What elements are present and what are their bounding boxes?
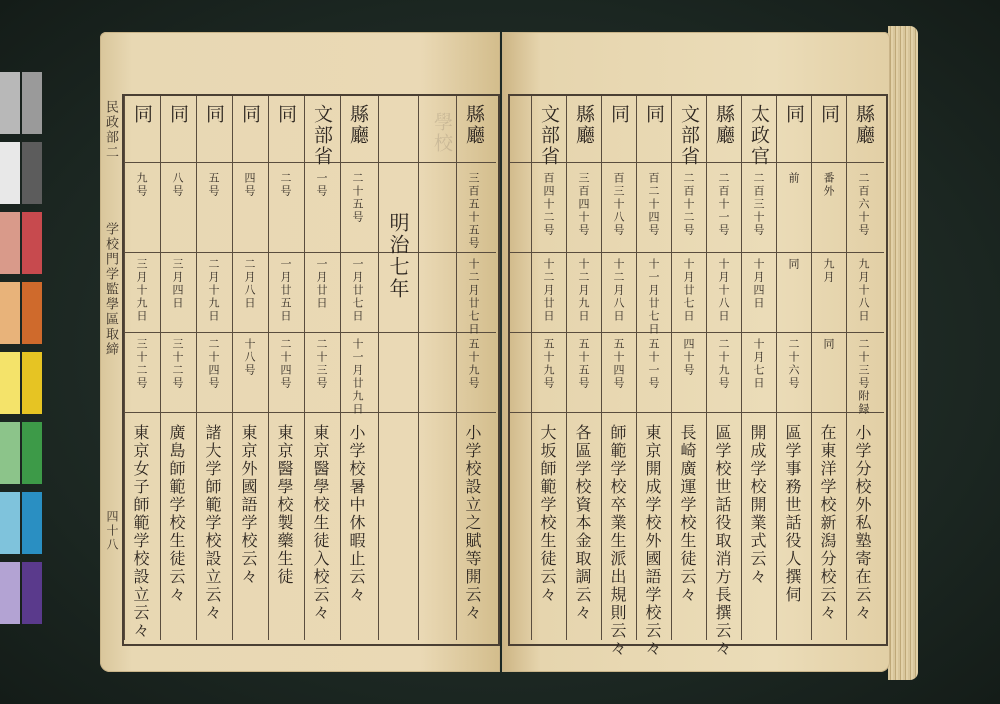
entry-head: 文部省 — [311, 104, 333, 167]
entry-publication: 二十三号附録 — [857, 338, 870, 416]
row-divider — [124, 332, 496, 333]
entry-text: 師範学校卒業生派出規則云々 — [608, 424, 627, 658]
entry-date: 同 — [787, 258, 800, 271]
entry-number: 二十五号 — [351, 172, 364, 224]
entry-date: 一月廿日 — [315, 258, 328, 310]
color-patch — [0, 212, 20, 274]
color-patch — [22, 142, 42, 204]
entry-date: 十二月廿七日 — [467, 258, 480, 336]
entry-date: 十二月八日 — [612, 258, 625, 323]
entry-head: 同 — [239, 104, 261, 125]
entry-publication: 五十一号 — [647, 338, 660, 390]
entry-text: 長崎廣運学校生徒云々 — [678, 424, 697, 604]
entry-date: 三月十九日 — [135, 258, 148, 323]
entry-date: 十二月九日 — [577, 258, 590, 323]
entry-number: 二百十一号 — [717, 172, 730, 237]
entry-text: 諸大学師範学校設立云々 — [203, 424, 222, 622]
entry-date: 十一月廿七日 — [647, 258, 660, 336]
entry-publication: 五十九号 — [542, 338, 555, 390]
entry-head: 縣廳 — [713, 104, 735, 146]
color-patch — [0, 142, 20, 204]
entry-date: 十月十八日 — [717, 258, 730, 323]
color-patch — [22, 422, 42, 484]
entry-number: 二百六十号 — [857, 172, 870, 237]
entry-date: 三月四日 — [171, 258, 184, 310]
entry-text: 東京醫學校生徒入校云々 — [311, 424, 330, 622]
entry-date: 二月八日 — [243, 258, 256, 310]
entry-date: 十月廿七日 — [682, 258, 695, 323]
entry-publication: 五十五号 — [577, 338, 590, 390]
entry-number: 五号 — [207, 172, 220, 198]
entry-text: 東京醫學校製藥生徒 — [275, 424, 294, 586]
entry-publication: 二十九号 — [717, 338, 730, 390]
entry-head: 同 — [643, 104, 665, 125]
entry-number: 番外 — [822, 172, 835, 198]
entry-head: 同 — [275, 104, 297, 125]
right-page — [502, 32, 890, 672]
column-divider — [531, 96, 532, 640]
entry-number: 三百五十五号 — [467, 172, 480, 250]
color-patch — [22, 352, 42, 414]
entry-publication: 五十四号 — [612, 338, 625, 390]
column-divider — [671, 96, 672, 640]
entry-number: 三百四十号 — [577, 172, 590, 237]
entry-head: 縣廳 — [853, 104, 875, 146]
color-patch — [22, 282, 42, 344]
entry-text: 小学校暑中休暇止云々 — [347, 424, 366, 604]
entry-publication: 二十四号 — [279, 338, 292, 390]
entry-head: 同 — [203, 104, 225, 125]
column-divider — [846, 96, 847, 640]
page-number: 四十八 — [105, 510, 119, 552]
era-year: 明治七年 — [386, 212, 410, 300]
color-checker-strip — [0, 72, 44, 638]
entry-head: 文部省 — [538, 104, 560, 167]
entry-number: 前 — [787, 172, 800, 185]
entry-publication: 三十二号 — [171, 338, 184, 390]
entry-text: 在東洋学校新潟分校云々 — [818, 424, 837, 622]
entry-head: 同 — [818, 104, 840, 125]
entry-number: 二百三十号 — [752, 172, 765, 237]
entry-text: 小学校設立之賦等開云々 — [463, 424, 482, 622]
open-book — [100, 22, 920, 686]
color-patch — [0, 352, 20, 414]
color-patch — [0, 282, 20, 344]
color-patch — [0, 492, 20, 554]
entry-text: 東京開成学校外國語学校云々 — [643, 424, 662, 658]
color-patch — [22, 72, 42, 134]
margin-title: 民政部二 — [103, 100, 118, 160]
entry-head: 縣廳 — [347, 104, 369, 146]
entry-date: 一月廿五日 — [279, 258, 292, 323]
column-divider — [566, 96, 567, 640]
column-divider — [232, 96, 233, 640]
entry-date: 一月廿七日 — [351, 258, 364, 323]
column-divider — [776, 96, 777, 640]
entry-publication: 二十三号 — [315, 338, 328, 390]
entry-publication: 同 — [822, 338, 835, 351]
column-divider — [418, 96, 419, 640]
entry-number: 百四十二号 — [542, 172, 555, 237]
entry-publication: 十一月廿九日 — [351, 338, 364, 416]
entry-head: 同 — [167, 104, 189, 125]
color-patch — [22, 492, 42, 554]
entry-number: 九号 — [135, 172, 148, 198]
entry-date: 九月 — [822, 258, 835, 284]
color-patch — [0, 72, 20, 134]
left-page — [100, 32, 500, 672]
entry-number: 二号 — [279, 172, 292, 198]
entry-date: 十月四日 — [752, 258, 765, 310]
entry-head: 縣廳 — [573, 104, 595, 146]
margin-subtitle: 学校門学監學區取締 — [103, 222, 118, 357]
entry-text: 開成学校開業式云々 — [748, 424, 767, 586]
entry-publication: 四十号 — [682, 338, 695, 377]
entry-text: 區学事務世話役人撰伺 — [783, 424, 802, 604]
column-divider — [636, 96, 637, 640]
entry-number: 八号 — [171, 172, 184, 198]
entry-text: 東京外國語学校云々 — [239, 424, 258, 586]
entry-date: 十二月廿日 — [542, 258, 555, 323]
column-divider — [340, 96, 341, 640]
entry-text: 小学分校外私塾寄在云々 — [853, 424, 872, 622]
column-divider — [378, 96, 379, 640]
bleed-through-text: 學校 — [431, 112, 453, 154]
column-divider — [706, 96, 707, 640]
entry-head: 太政官 — [748, 104, 770, 167]
entry-publication: 十八号 — [243, 338, 256, 377]
entry-publication: 十月七日 — [752, 338, 765, 390]
entry-number: 百三十八号 — [612, 172, 625, 237]
entry-head: 同 — [131, 104, 153, 125]
entry-number: 四号 — [243, 172, 256, 198]
entry-head: 文部省 — [678, 104, 700, 167]
row-divider — [124, 412, 496, 413]
entry-text: 區学校世話役取消方長撰云々 — [713, 424, 732, 658]
entry-head: 同 — [608, 104, 630, 125]
column-divider — [304, 96, 305, 640]
row-divider — [124, 252, 496, 253]
entry-text: 東京女子師範学校設立云々 — [131, 424, 150, 640]
color-patch — [0, 562, 20, 624]
color-patch — [0, 422, 20, 484]
entry-date: 九月十八日 — [857, 258, 870, 323]
column-divider — [124, 96, 125, 640]
entry-text: 廣島師範学校生徒云々 — [167, 424, 186, 604]
entry-head: 縣廳 — [463, 104, 485, 146]
column-divider — [160, 96, 161, 640]
entry-number: 百二十四号 — [647, 172, 660, 237]
color-patch — [22, 562, 42, 624]
entry-head: 同 — [783, 104, 805, 125]
entry-number: 一号 — [315, 172, 328, 198]
entry-number: 二百十二号 — [682, 172, 695, 237]
entry-date: 二月十九日 — [207, 258, 220, 323]
column-divider — [196, 96, 197, 640]
entry-publication: 二十四号 — [207, 338, 220, 390]
color-patch — [22, 212, 42, 274]
column-divider — [601, 96, 602, 640]
entry-publication: 二十六号 — [787, 338, 800, 390]
column-divider — [741, 96, 742, 640]
entry-text: 大坂師範学校生徒云々 — [538, 424, 557, 604]
entry-publication: 三十二号 — [135, 338, 148, 390]
column-divider — [456, 96, 457, 640]
column-divider — [811, 96, 812, 640]
entry-publication: 五十九号 — [467, 338, 480, 390]
column-divider — [268, 96, 269, 640]
entry-text: 各區学校資本金取調云々 — [573, 424, 592, 622]
page-edges — [888, 26, 918, 680]
row-divider — [124, 162, 496, 163]
